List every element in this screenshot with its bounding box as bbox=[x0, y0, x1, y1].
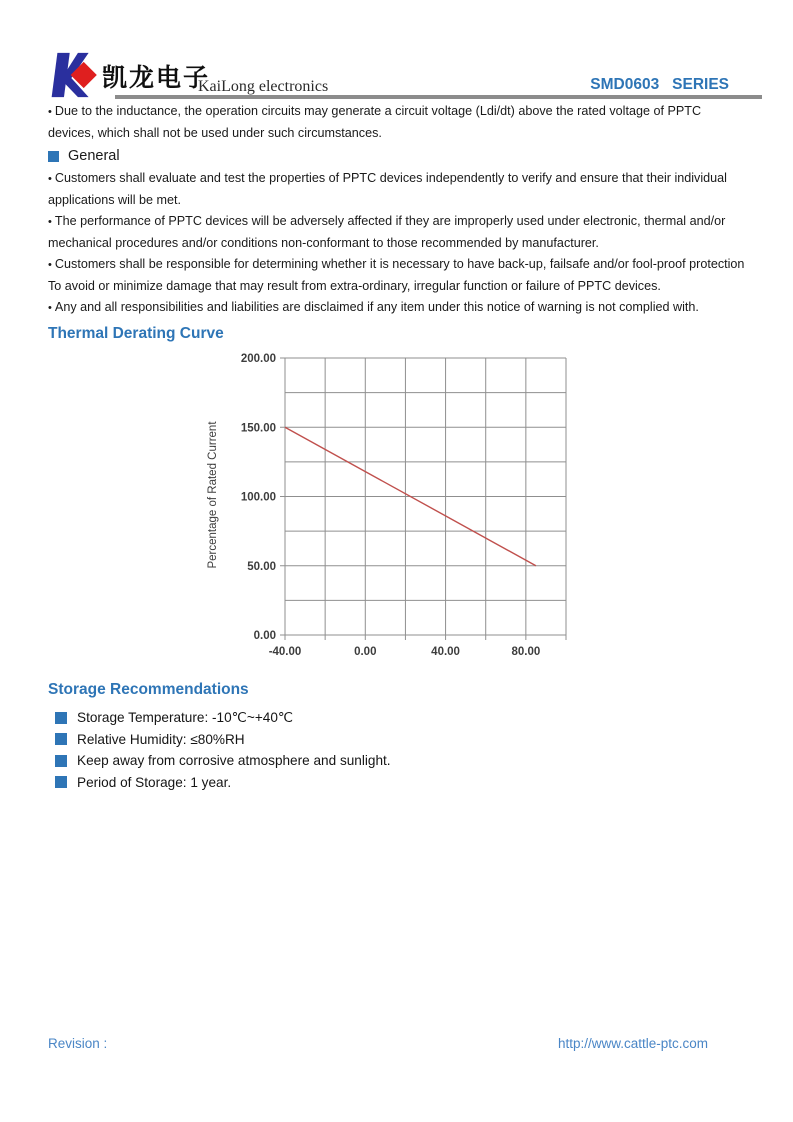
chart-plot-area bbox=[220, 350, 600, 672]
storage-item bbox=[48, 772, 748, 794]
general-heading bbox=[48, 145, 748, 167]
series-title: SMD0603 SERIES bbox=[590, 76, 729, 93]
warning-text-block bbox=[48, 101, 748, 344]
square-bullet-icon bbox=[48, 151, 59, 162]
warning-item: • Customers shall evaluate and test the properties of PPTC devices independently to verify and ensure that their individual applications will be met. bbox=[48, 168, 748, 211]
square-bullet-icon bbox=[55, 755, 67, 767]
warning-item: • Any and all responsibilities and liabilities are disclaimed if any item under this notice of warning is not complied with. bbox=[48, 297, 748, 319]
kailong-logo-icon bbox=[46, 52, 100, 98]
website-link[interactable]: http://www.cattle-ptc.com bbox=[557, 1036, 708, 1051]
page-footer bbox=[48, 1036, 708, 1051]
revision-label: Revision : bbox=[48, 1036, 108, 1051]
svg-text:100.00: 100.00 bbox=[240, 491, 276, 504]
warning-intro: • Due to the inductance, the operation circuits may generate a circuit voltage (Ldi/dt) above the rated voltage of PPTC devices, which shall not be used under such circumstances. bbox=[48, 101, 748, 144]
chart-y-axis-title: Percentage of Rated Current bbox=[207, 421, 219, 569]
warning-item: • Customers shall be responsible for determining whether it is necessary to have back-up, failsafe and/or fool-proof protection To avoid or minimize damage that may result from extra-ordinary, irregular function or failure of PPTC devices. bbox=[48, 254, 748, 297]
page-header bbox=[0, 0, 793, 100]
storage-recommendations-section bbox=[48, 681, 748, 793]
svg-text:0.00: 0.00 bbox=[354, 646, 377, 658]
logo-chinese-text: 凯龙电子 bbox=[102, 63, 211, 92]
svg-text:80.00: 80.00 bbox=[511, 646, 541, 658]
warning-item: • The performance of PPTC devices will be adversely affected if they are improperly used under electronic, thermal and/or mechanical procedures and/or conditions non-conformant to those recommended by manufacturer. bbox=[48, 211, 748, 254]
storage-item-label: Relative Humidity: ≤80%RH bbox=[77, 731, 245, 747]
general-heading-label: General bbox=[68, 147, 120, 164]
svg-text:150.00: 150.00 bbox=[240, 422, 276, 435]
storage-heading: Storage Recommendations bbox=[48, 681, 249, 698]
storage-item bbox=[48, 707, 748, 729]
square-bullet-icon bbox=[55, 712, 67, 724]
storage-item-label: Period of Storage: 1 year. bbox=[77, 774, 232, 790]
svg-text:0.00: 0.00 bbox=[253, 630, 276, 642]
storage-item-label: Keep away from corrosive atmosphere and sunlight. bbox=[77, 753, 391, 769]
square-bullet-icon bbox=[55, 776, 67, 788]
storage-item bbox=[48, 750, 748, 772]
header-rule bbox=[115, 95, 762, 99]
svg-text:-40.00: -40.00 bbox=[268, 646, 302, 658]
square-bullet-icon bbox=[55, 733, 67, 745]
thermal-derating-heading: Thermal Derating Curve bbox=[48, 325, 224, 342]
svg-text:40.00: 40.00 bbox=[431, 646, 460, 658]
storage-item bbox=[48, 729, 748, 751]
thermal-derating-chart bbox=[195, 350, 615, 685]
storage-item-label: Storage Temperature: -10℃~+40℃ bbox=[77, 709, 294, 725]
svg-text:200.00: 200.00 bbox=[240, 353, 276, 365]
svg-text:50.00: 50.00 bbox=[247, 560, 276, 573]
logo-english-text: KaiLong electronics bbox=[198, 78, 329, 95]
